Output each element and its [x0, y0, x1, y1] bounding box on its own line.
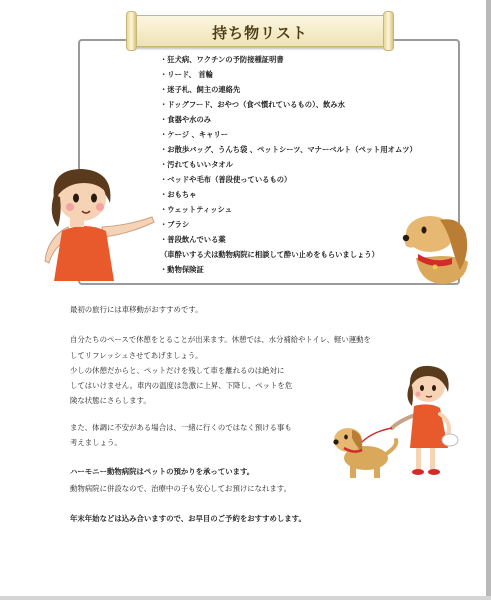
- body-text: 動物病院に併設なので、治療中の子も安心してお預けになれます。: [70, 484, 291, 493]
- checklist-item: ・動物保険証: [160, 265, 204, 274]
- body-text: 考えましょう。: [70, 438, 122, 447]
- checklist-item: （車酔いする犬は動物病院に相談して酔い止めをもらいましょう）: [160, 250, 379, 259]
- body-text: 少しの休憩だからと、ペットだけを残して車を離れるのは絶対に: [70, 366, 285, 375]
- dog-illustration: [400, 210, 476, 286]
- body-text: 自分たちのペースで休憩をとることが出来ます。休憩では、水分補給やトイレ、軽い運動を: [70, 335, 371, 344]
- checklist-item: ・食器や水のみ: [160, 115, 212, 124]
- checklist-item: ・ベッドや毛布（普段使っているもの）: [160, 175, 292, 184]
- checklist-item: ・ケージ 、キャリー: [160, 130, 229, 139]
- checklist: [160, 52, 417, 277]
- body-text: 年末年始などは込み合いますので、お早目のご予約をおすすめします。: [70, 514, 306, 523]
- checklist-item: ・狂犬病、ワクチンの予防接種証明書: [160, 55, 284, 64]
- title-banner: [132, 15, 388, 47]
- body-text: 最初の旅行には車移動がおすすめです。: [70, 305, 203, 314]
- girl-walking-dog-illustration: [330, 362, 460, 484]
- checklist-title: 持ち物リスト: [212, 24, 308, 42]
- checklist-item: ・おもちゃ: [160, 190, 197, 199]
- checklist-item: ・お散歩バッグ、うんち袋 、ペットシーツ、マナーベルト（ペット用オムツ）: [160, 145, 417, 154]
- checklist-item: ・普段飲んでいる薬: [160, 235, 226, 244]
- checklist-item: ・汚れてもいいタオル: [160, 160, 233, 169]
- body-text: してはいけません。車内の温度は急激に上昇、下降し、ペットを危: [70, 381, 293, 390]
- checklist-item: ・リード、 首輪: [160, 70, 213, 79]
- body-text: また、体調に不安がある場合は、一緒に行くのではなく預ける事も: [70, 423, 292, 432]
- body-text: 険な状態にさらします。: [70, 396, 151, 405]
- checklist-item: ・ウェットティッシュ: [160, 205, 232, 214]
- page-edge-bottom: [0, 596, 491, 600]
- checklist-item: ・ドッグフード、おやつ（食べ慣れているもの）、飲み水: [160, 100, 345, 109]
- body-text: ハーモニー動物病院はペットの預かりを承っています。: [70, 467, 255, 476]
- checklist-item: ・迷子札、飼主の連絡先: [160, 85, 241, 94]
- page-edge-right: [486, 0, 491, 600]
- girl-pointing-illustration: [40, 165, 160, 283]
- checklist-item: ・ブラシ: [160, 220, 190, 229]
- body-text: してリフレッシュさせてあげましょう。: [70, 351, 203, 360]
